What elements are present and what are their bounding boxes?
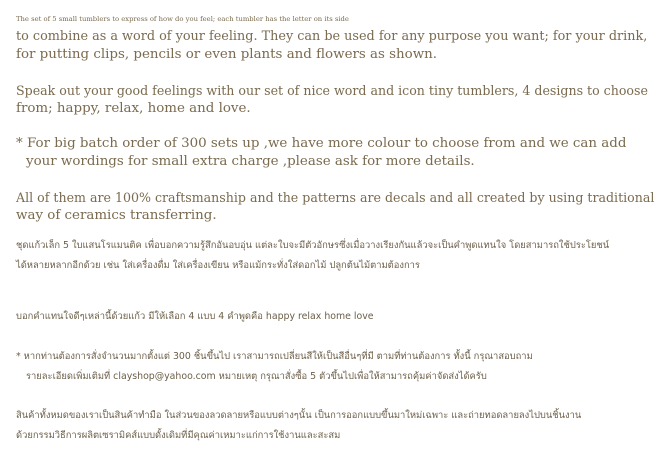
th-paragraph-3 <box>16 347 533 387</box>
text-line: สินค้าทั้งหมดของเราเป็นสินค้าทำมือ ในส่วนของลวดลายหรือแบบต่างๆนั้น เป็นการออกแบบขึ้นมาใหม่เฉพาะ และถ่ายทอดลายลงไปบนชิ้นงาน <box>16 410 582 421</box>
th-paragraph-2 <box>16 307 374 327</box>
en-paragraph-2 <box>16 82 648 118</box>
text-line: to combine as a word of your feeling. They can be used for any purpose you want; for your drink, <box>16 29 648 44</box>
en-paragraph-3 <box>16 135 626 171</box>
en-paragraph-1 <box>16 10 647 64</box>
text-line: * หากท่านต้องการสั่งจำนวนมากตั้งแต่ 300 ชิ้นขึ้นไป เราสามารถเปลี่ยนสีให้เป็นสีอื่นๆที่มี ตามที่ท่านต้องการ ทั้งนี้ กรุณาสอบถาม <box>16 351 533 362</box>
text-line: The set of 5 small tumblers to express of how do you feel; each tumbler has the letter on its side <box>16 15 349 23</box>
text-line: for putting clips, pencils or even plants and flowers as shown. <box>16 47 438 62</box>
th-paragraph-4 <box>16 406 581 446</box>
text-line: บอกคำแทนใจดีๆเหล่านี้ด้วยแก้ว มีให้เลือก 4 แบบ 4 คำพูดคือ happy relax home love <box>16 311 374 322</box>
text-line: your wordings for small extra charge ,please ask for more details. <box>26 154 475 169</box>
text-line: Speak out your good feelings with our set of nice word and icon tiny tumblers, 4 designs to choose <box>16 83 648 98</box>
text-line: * For big batch order of 300 sets up ,we have more colour to choose from and we can add <box>16 136 627 151</box>
text-line: รายละเอียดเพิ่มเติมที่ clayshop@yahoo.com หมายเหตุ กรุณาสั่งซื้อ 5 ตัวขึ้นไปเพื่อให้สามารถคุ้มค่าจัดส่งได้ครับ <box>26 371 487 382</box>
text-line: from; happy, relax, home and love. <box>16 101 251 116</box>
th-paragraph-1 <box>16 236 609 276</box>
text-line: ด้วยกรรมวิธีการผลิตเซรามิคส์แบบดั้งเดิมที่มีคุณค่าเหมาะแก่การใช้งานและสะสม <box>16 430 341 441</box>
text-line: ได้หลายหลากอีกด้วย เช่น ใส่เครื่องดื่ม ใส่เครื่องเขียน หรือแม้กระทั่งใส่ดอกไม้ ปลูกต้นไม้ตามต้องการ <box>16 260 420 271</box>
text-line: All of them are 100% craftsmanship and the patterns are decals and all created by using traditional <box>16 190 655 205</box>
text-line: way of ceramics transferring. <box>16 208 217 223</box>
en-paragraph-4 <box>16 189 654 225</box>
text-line: ชุดแก้วเล็ก 5 ใบแสนโรแมนติค เพื่อบอกความรู้สึกอันอบอุ่น แต่ละใบจะมีตัวอักษรซึ่งเมื่อวางเรียงกันแล้วจะเป็นคำพูดแทนใจ โดยสามารถใช้ประโยชน์ <box>16 240 610 251</box>
